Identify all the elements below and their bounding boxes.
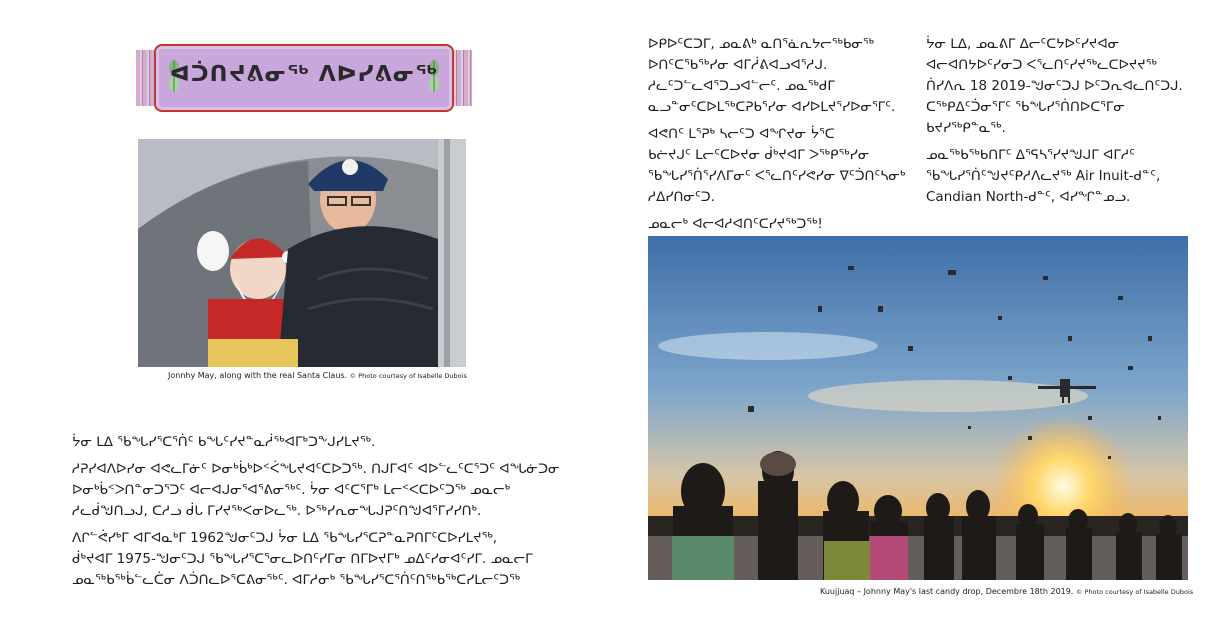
- text-line: ᐅᓂᒃᑳᑉᐳᑎᓐᓂᑐᕐᑐᑦ ᐊᓕᐊᒍᓂᕐᐊᕐᕕᓂᖅᑦ. ᔮᓂ ᐊᑦᑕᕐᒥᒃ ᒪᓕᑉᐸᑕᐅᑦᑐᖅ ᓄᓇᓕᒃ: [72, 482, 511, 498]
- paragraph: [926, 34, 1196, 139]
- text-line: ᔮᓂ ᒪᐃ ᖃᖓᓯᕐᑕᕐᑏᑦ ᑲᖓᑦᓯᔪᓐᓇᓲᖅᐊᒥᒃᑐᖕᒍᓯᒪᔪᖅ.: [72, 434, 376, 450]
- photo-candy-drop: [648, 236, 1188, 580]
- text-line: ᐅᑎᑦᑕᕐᑲᖅᓯᓂ ᐊᒥᓲᕕᐊᓗᐊᕐᓱᒍ.: [648, 57, 828, 73]
- text-line: ᓇᓗᓐᓂᑦᑕᐅᒪᖅᑕᕈᑲᕐᓯᓂ ᐊᓯᐅᒪᔪᕐᓯᐅᓂᕐᒥᑦ.: [648, 99, 896, 115]
- paragraph: [72, 432, 552, 453]
- title-banner: [136, 44, 472, 112]
- text-line: ᑕᖅᑭᐃᑦᑑᓂᕐᒥᑦ ᖃᖓᓯᕐᑏᑎᐅᑕᕐᒥᓂ: [926, 99, 1125, 115]
- text-line: ᑏᓯᐱᕆ 18 2019-ᖑᓂᑦᑐᒍ ᐅᑦᑐᕆᐊᓚᑎᑦᑐᒍ.: [926, 78, 1183, 94]
- left-text-column: [72, 432, 560, 597]
- text-line: ᓱᐃᓯᑎᓂᑦᑐ.: [648, 189, 715, 205]
- caption-text: Jonnhy May, along with the real Santa Claus.: [168, 371, 348, 380]
- paragraph: [72, 528, 552, 591]
- text-line: ᑰᒃᔪᐊᒥ 1975-ᖑᓂᑦᑐᒍ ᖃᖓᓯᕐᑕᕐᓂᓚᐅᑎᑦᓯᒥᓂ ᑎᒥᐅᔪᒥᒃ ᓄᐃᑦᓯᓂᐊᑦᓯᒥ. ᓄᓇᓕᒥ: [72, 551, 533, 567]
- right-text-column: [926, 34, 1196, 214]
- paragraph: [648, 34, 918, 118]
- text-line: ᐱᒋᓪᕚᓯᒃᒥ ᐊᒥᐊᓇᒃᒥ 1962ᖑᓂᑦᑐᒍ ᔮᓂ ᒪᐃ ᖃᖓᓯᕐᑕᕈᓐᓇᕈᑎᒥᑦᑕᐅᓯᒪᔪᖅ,: [72, 530, 498, 546]
- text-line: ᖃᖓᓯᕐᑏᑦᖑᔪᑦᑭᓱᐱᓚᔪᖅ Air Inuit-ᑯᓐᑦ,: [926, 168, 1161, 184]
- photo-credit: © Photo courtesy of Isabelle Dubois: [1075, 588, 1194, 596]
- photo-caption: [168, 371, 467, 380]
- caption-text: Kuujjuaq – Johnny May's last candy drop, Decembre 18th 2019.: [820, 587, 1074, 596]
- text-line: ᐊᓕᐊᑎᔭᐅᑦᓯᓂᑐ ᐸᕐᓚᑎᑦᓯᔪᖅᓚᑕᐅᔪᔪᖅ: [926, 57, 1157, 73]
- photo-caption: [820, 587, 1193, 596]
- text-line: ᑲᔪᓯᖅᑭᓐᓇᖅ.: [926, 120, 1006, 136]
- text-line: ᓄᓇᓕᒃ ᐊᓕᐊᓱᐊᑎᑦᑕᓯᔪᖅᑐᖅ!: [648, 216, 823, 232]
- text-line: ᓄᓇᖅᑲᖅᑳᓪᓚᑖᓂ ᐱᑑᑎᓚᐅᕐᑕᕕᓂᖅᑦ. ᐊᒥᓱᓂᒃ ᖃᖓᓯᕐᑕᕐᑏᑦᑎᖅᑲᖅᑕᓯᒪᓕᑦᑐᖅ: [72, 572, 521, 588]
- text-line: ᐊᕙᑎᑦ ᒪᕐᕈᒃ ᓴᓕᑦᑐ ᐊᖏᔪᓂ ᔮᕐᑕ: [648, 126, 835, 142]
- photo-credit: © Photo courtesy of Isabelle Dubois: [349, 372, 467, 380]
- page-title: ᐊᑑᑎᔪᕕᓂᖅ ᐱᐅᓯᕕᓂᖅ: [169, 62, 439, 87]
- photo-cockpit: [138, 139, 466, 367]
- paragraph: [926, 145, 1196, 208]
- paragraph: [72, 459, 560, 522]
- text-line: ᓱᓚᑦᑐᓪᓚᐊᕐᑐᓗᐊᓪᓕᑦ. ᓄᓇᖅᑯᒥ: [648, 78, 835, 94]
- text-line: ᔮᓂ ᒪᐃ, ᓄᓇᕕᒥ ᐃᓕᑦᑕᔭᐅᑦᓯᔪᐊᓂ: [926, 36, 1120, 52]
- paragraph: [648, 124, 918, 208]
- text-line: ᑲᓖᔪᒍᑦ ᒪᓕᑦᑕᐅᔪᓂ ᑰᒃᔪᐊᒥ ᐳᖅᑭᖅᓯᓂ: [648, 147, 870, 163]
- middle-text-column: [648, 34, 918, 241]
- text-line: ᐅᑭᐅᑦᑕᑐᒥ, ᓄᓇᕕᒃ ᓇᑎᕐᓈᕆᔭᓕᖅᑲᓂᖅ: [648, 36, 875, 52]
- paragraph: [648, 214, 918, 235]
- text-line: ᖃᖓᓯᕐᑏᕐᓯᐱᒥᓂᑦ ᐸᕐᓚᑎᑦᓯᕙᓯᓂ ᐁᑦᑑᑎᑦᓴᓂᒃ: [648, 168, 906, 184]
- text-line: ᓱᕈᓯᐊᐱᐅᓯᓂ ᐊᕙᓚᒥᓃᑦ ᐅᓂᒃᑳᒃᐅᑉᐹᖓᔪᐊᑦᑕᐅᑐᖅ. ᑎᒍᒥᐊᑦ ᐊᐅᓪᓚᑦᑕᕐᑐᑦ ᐊᖓᓃᑐᓂ: [72, 461, 560, 477]
- text-line: Candian North-ᑯᓐᑦ, ᐊᓯᖏᓐᓄᓗ.: [926, 189, 1131, 205]
- text-line: ᓄᓇᖅᑲᖅᑲᑎᒥᑦ ᐃᕐᕋᓴᕐᓯᔪᖑᒍᒥ ᐊᒥᓱᑦ: [926, 147, 1135, 163]
- text-line: ᓱᓚᑰᖑᑎᓗᒍ, ᑕᓱᓗ ᑰᒐ ᒥᓯᔪᖅᐸᓂᐅᓚᖅ. ᐅᖅᓯᕆᓂᖓᒍᕈᑦᑎᖑᐊᕐᒥᓯᓯᑎᒃ.: [72, 503, 482, 519]
